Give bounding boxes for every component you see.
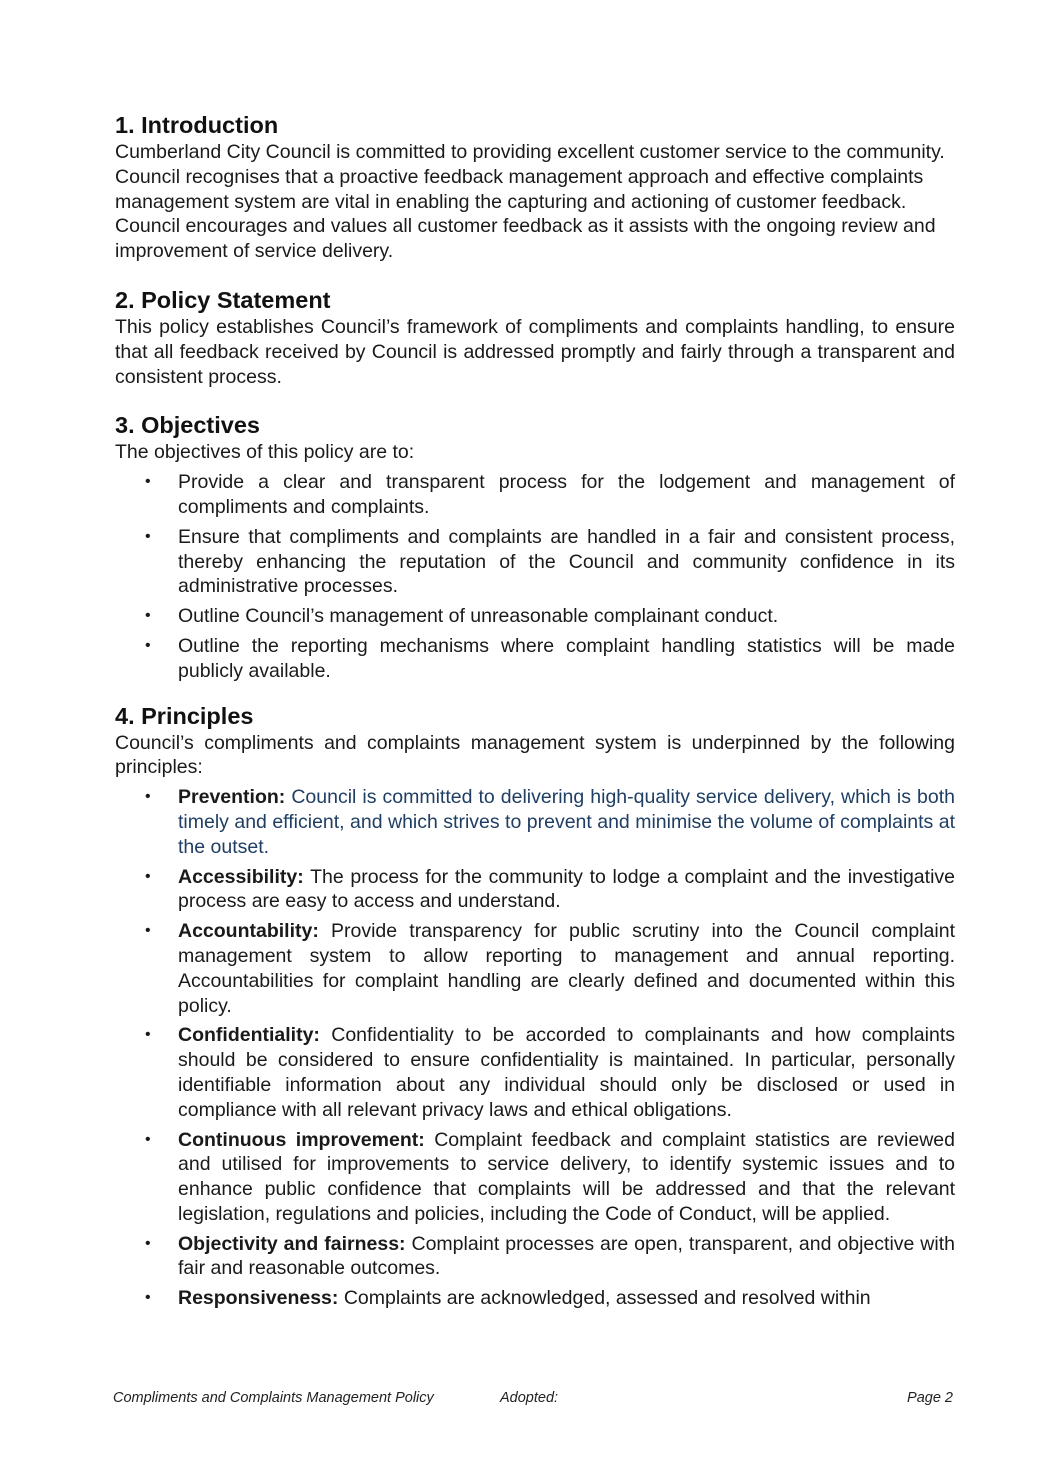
principle-term: Confidentiality: xyxy=(178,1024,320,1047)
section-heading: 3. Objectives xyxy=(115,412,260,439)
bullet-icon: • xyxy=(145,527,151,545)
bullet-icon: • xyxy=(145,788,151,806)
bullet-icon: • xyxy=(145,1130,151,1148)
section-body: Cumberland City Council is committed to providing excellent customer service to the community. Council recognises that a proactive feedback management approach and effective complaints management system are vital in enabling the capturing and actioning of customer feedback. Council encourages and values all customer feedback as it assists with the ongoing review and improvement of service delivery. xyxy=(115,141,945,263)
principle-text: Complaint feedback and complaint statistics are reviewed and utilised for improvements to service delivery, to identify systemic issues and to enhance public confidence that complaints will be addressed and that the relevant legislation, regulations and policies, including the Code of Conduct, will be applied. xyxy=(178,1128,955,1225)
principle-term: Accountability: xyxy=(178,920,319,943)
section-heading: 4. Principles xyxy=(115,702,254,729)
section-objectives xyxy=(115,410,955,683)
list-item xyxy=(115,525,955,599)
principle-text: Confidentiality to be accorded to complainants and how complaints should be considered to ensure confidentiality is maintained. In particular, personally identifiable information about any individual should only be disclosed or used in compliance with all relevant privacy laws and ethical obligations. xyxy=(178,1024,956,1121)
principle-term: Prevention: xyxy=(178,786,286,809)
principle-term: Continuous improvement: xyxy=(178,1128,425,1151)
list-item-text: Outline the reporting mechanisms where complaint handling statistics will be made publicly available. xyxy=(178,634,955,682)
bullet-icon: • xyxy=(145,636,151,654)
section-heading: 1. Introduction xyxy=(115,112,279,138)
section-policy-statement xyxy=(115,285,955,389)
list-item xyxy=(115,470,955,520)
principle-prevention xyxy=(115,785,955,859)
principle-term: Objectivity and fairness: xyxy=(178,1232,406,1255)
section-intro: The objectives of this policy are to: xyxy=(115,441,415,464)
principle-objectivity xyxy=(115,1232,955,1282)
document-page xyxy=(115,110,955,1330)
footer-document-title: Compliments and Complaints Management Policy xyxy=(113,1390,434,1406)
list-item-text: Ensure that compliments and complaints are handled in a fair and consistent process, thereby enhancing the reputation of the Council and community confidence in its administrative processes. xyxy=(178,525,955,598)
list-item-text: Provide a clear and transparent process for the lodgement and management of compliments and complaints. xyxy=(178,471,955,518)
principle-responsiveness xyxy=(115,1286,955,1311)
bullet-icon: • xyxy=(145,1289,151,1307)
list-item xyxy=(115,634,955,684)
principle-confidentiality xyxy=(115,1023,955,1122)
principle-term: Responsiveness: xyxy=(178,1287,339,1310)
section-intro: Council’s compliments and complaints management system is underpinned by the following principles: xyxy=(115,731,955,779)
section-body: This policy establishes Council’s framework of compliments and complaints handling, to ensure that all feedback received by Council is addressed promptly and fairly through a transparent and consistent process. xyxy=(115,315,955,388)
principle-text: Council is committed to delivering high-quality service delivery, which is both timely and efficient, and which strives to prevent and minimise the volume of complaints at the outset. xyxy=(178,786,955,858)
principle-accessibility xyxy=(115,865,955,915)
bullet-icon: • xyxy=(145,1234,151,1252)
footer-adopted: Adopted: xyxy=(500,1390,559,1406)
section-introduction xyxy=(115,110,955,264)
section-heading: 2. Policy Statement xyxy=(115,286,331,313)
principle-text: Provide transparency for public scrutiny into the Council complaint management system to allow reporting to management and annual reporting. Accountabilities for complaint handling are clearly defined and documented within this policy. xyxy=(178,920,955,1017)
principle-accountability xyxy=(115,919,955,1018)
section-principles xyxy=(115,701,955,1312)
bullet-icon: • xyxy=(145,473,151,491)
principle-text: Complaints are acknowledged, assessed and resolved within xyxy=(343,1287,871,1310)
principle-continuous-improvement xyxy=(115,1128,955,1227)
principle-term: Accessibility: xyxy=(178,865,304,888)
objectives-list xyxy=(115,470,955,683)
bullet-icon: • xyxy=(145,867,151,885)
footer-page-number: Page 2 xyxy=(907,1390,953,1406)
principle-text: The process for the community to lodge a complaint and the investigative process are easy to access and understand. xyxy=(178,865,955,913)
list-item-text: Outline Council’s management of unreasonable complainant conduct. xyxy=(178,605,779,628)
bullet-icon: • xyxy=(145,922,151,940)
list-item xyxy=(115,604,955,629)
bullet-icon: • xyxy=(145,607,151,625)
bullet-icon: • xyxy=(145,1026,151,1044)
principles-list xyxy=(115,785,955,1311)
principle-text: Complaint processes are open, transparent, and objective with fair and reasonable outcomes. xyxy=(178,1232,955,1280)
